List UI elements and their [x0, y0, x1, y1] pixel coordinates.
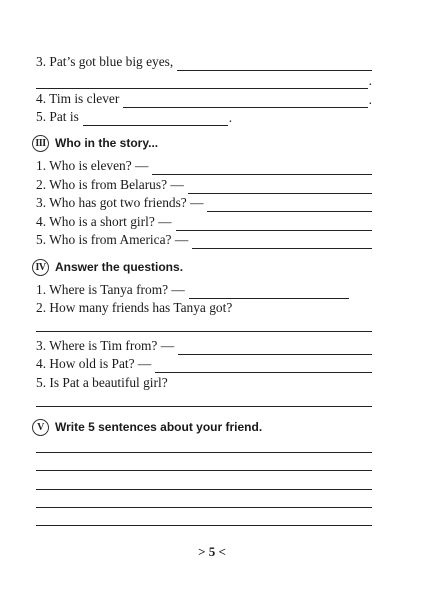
section-number-badge: IV — [32, 259, 49, 276]
writing-line[interactable] — [36, 507, 372, 508]
section-title: Write 5 sentences about your friend. — [55, 420, 263, 434]
section-title: Answer the questions. — [55, 260, 184, 274]
writing-line[interactable] — [36, 525, 372, 526]
answer-blank[interactable] — [178, 340, 372, 355]
section-heading-answer-questions — [32, 257, 183, 277]
question-row: 2. How many friends has Tanya got? — [36, 300, 233, 315]
section-number-badge: III — [32, 135, 49, 152]
answer-blank[interactable] — [192, 234, 372, 249]
question-row: 5. Who is from America? — — [36, 230, 372, 249]
section-title: Who in the story... — [55, 136, 159, 150]
answer-blank[interactable] — [36, 74, 368, 89]
answer-blank[interactable] — [207, 197, 372, 212]
page-number: > 5 < — [198, 544, 226, 559]
question-row: 1. Who is eleven? — — [36, 156, 372, 175]
section-number-badge: V — [32, 419, 49, 436]
answer-line[interactable] — [36, 331, 372, 332]
writing-line[interactable] — [36, 452, 372, 453]
item-tim-clever: 4. Tim is clever . — [36, 91, 372, 107]
answer-line[interactable] — [36, 406, 372, 407]
answer-blank[interactable] — [83, 111, 228, 126]
item-pat-is: 5. Pat is . — [36, 109, 233, 125]
question-row: 4. How old is Pat? — — [36, 354, 372, 373]
section-heading-write-sentences — [32, 417, 262, 437]
answer-blank[interactable] — [123, 93, 367, 108]
answer-blank[interactable] — [155, 358, 372, 373]
question-row: 3. Who has got two friends? — — [36, 193, 372, 212]
answer-blank[interactable] — [177, 56, 372, 71]
question-row: 1. Where is Tanya from? — — [36, 280, 372, 299]
answer-blank[interactable] — [189, 284, 349, 299]
writing-line[interactable] — [36, 470, 372, 471]
answer-blank[interactable] — [152, 160, 372, 175]
question-row: 3. Where is Tim from? — — [36, 336, 372, 355]
question-row: 5. Is Pat a beautiful girl? — [36, 375, 168, 390]
answer-blank[interactable] — [188, 179, 372, 194]
question-row: 4. Who is a short girl? — — [36, 212, 372, 231]
item-pat-eyes: 3. Pat’s got blue big eyes, — [36, 52, 372, 71]
section-heading-who-in-story — [32, 133, 158, 153]
item-pat-eyes-continuation: . — [36, 70, 372, 89]
writing-line[interactable] — [36, 489, 372, 490]
question-row: 2. Who is from Belarus? — — [36, 175, 372, 194]
answer-blank[interactable] — [176, 216, 372, 231]
